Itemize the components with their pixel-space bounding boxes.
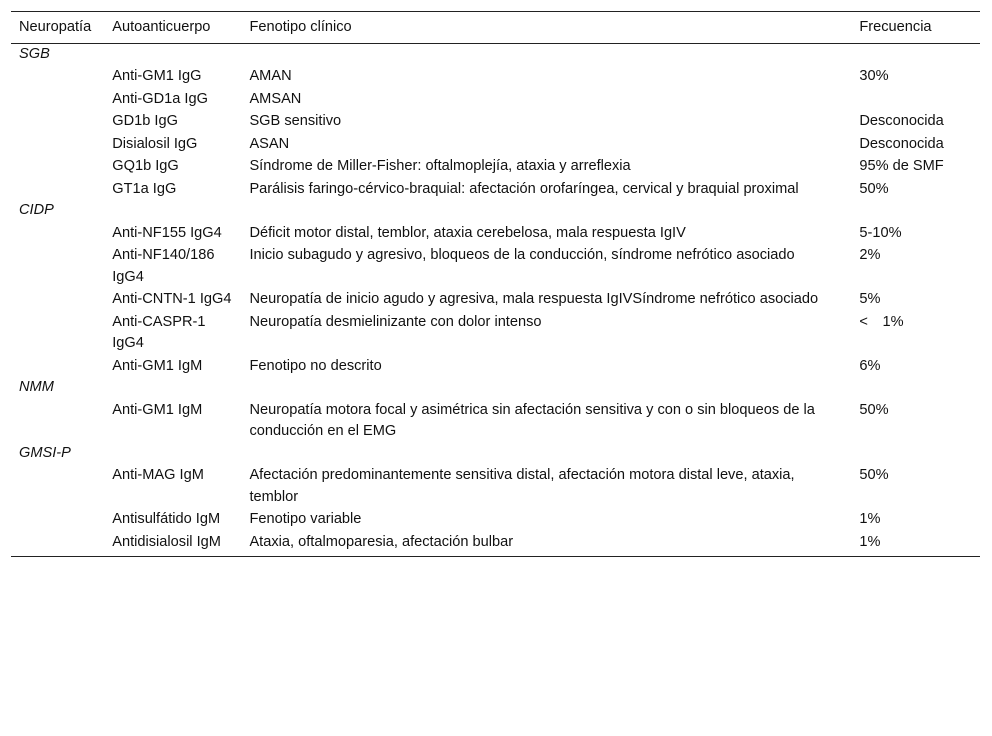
antibody-cell: Anti-GM1 IgM <box>112 357 203 374</box>
neuropathy-cell <box>11 399 104 443</box>
table-row <box>11 222 980 245</box>
phenotype-cell: Afectación predominantemente sensitiva distal, afectación motora distal leve, ataxia, temblor <box>249 467 795 505</box>
antibody-cell: Anti-MAG IgM <box>112 467 204 483</box>
frequency-cell: 50% <box>859 180 889 197</box>
table-row <box>11 464 980 508</box>
group-name: SGB <box>19 45 50 62</box>
group-row <box>11 43 980 65</box>
antibody-cell: Antidisialosil IgM <box>112 533 221 550</box>
frequency-cell: 50% <box>859 401 889 418</box>
table-row <box>11 288 980 311</box>
antibody-table <box>11 11 980 557</box>
neuropathy-cell <box>11 464 104 508</box>
neuropathy-cell <box>11 531 104 557</box>
frequency-cell: 1% <box>859 511 881 527</box>
frequency-cell: 6% <box>859 357 881 374</box>
phenotype-cell: Neuropatía desmielinizante con dolor intenso <box>249 313 542 330</box>
antibody-cell: Antisulfátido IgM <box>112 511 221 527</box>
frequency-cell: 5-10% <box>859 224 902 241</box>
group-row <box>11 377 980 399</box>
phenotype-cell: Fenotipo no descrito <box>249 357 382 374</box>
antibody-cell: Anti-NF140/186 IgG4 <box>112 247 215 285</box>
antibody-cell: Anti-CASPR-1 IgG4 <box>112 313 206 351</box>
frequency-cell: 1% <box>859 533 881 550</box>
table-row <box>11 178 980 201</box>
table-body <box>11 43 980 557</box>
phenotype-cell: Parálisis faringo-cérvico-braquial: afectación orofaríngea, cervical y braquial proximal <box>249 180 799 197</box>
phenotype-cell: Neuropatía motora focal y asimétrica sin afectación sensitiva y con o sin bloqueos de la conducción en el EMG <box>249 401 815 439</box>
neuropathy-cell <box>11 288 104 311</box>
neuropathy-cell <box>11 244 104 288</box>
table-header <box>11 12 980 44</box>
frequency-cell: 50% <box>859 467 889 483</box>
antibody-cell: GD1b IgG <box>112 113 178 129</box>
antibody-cell: Anti-GM1 IgM <box>112 401 203 418</box>
phenotype-cell: AMSAN <box>249 90 302 107</box>
table-row <box>11 355 980 378</box>
antibody-table-container <box>11 11 980 557</box>
antibody-cell: Anti-CNTN-1 IgG4 <box>112 291 232 307</box>
frequency-cell: 30% <box>859 68 889 84</box>
group-row <box>11 443 980 465</box>
table-row <box>11 311 980 355</box>
neuropathy-cell <box>11 311 104 355</box>
frequency-cell: < 1% <box>859 313 904 330</box>
antibody-cell: GQ1b IgG <box>112 158 179 174</box>
table-row <box>11 399 980 443</box>
phenotype-cell: Neuropatía de inicio agudo y agresiva, mala respuesta IgIVSíndrome nefrótico asociado <box>249 291 819 307</box>
neuropathy-cell <box>11 508 104 531</box>
group-row <box>11 200 980 222</box>
phenotype-cell: Ataxia, oftalmoparesia, afectación bulbar <box>249 533 514 550</box>
antibody-cell: Disialosil IgG <box>112 135 198 152</box>
table-row <box>11 88 980 111</box>
neuropathy-cell <box>11 110 104 133</box>
phenotype-cell: AMAN <box>249 68 292 84</box>
frequency-cell: Desconocida <box>859 113 944 129</box>
frequency-cell: 2% <box>859 247 881 263</box>
group-name: GMSI-P <box>19 444 71 461</box>
header-row <box>11 12 980 44</box>
header-phenotype: Fenotipo clínico <box>249 19 352 35</box>
neuropathy-cell <box>11 88 104 111</box>
neuropathy-cell <box>11 355 104 378</box>
table-row <box>11 133 980 156</box>
neuropathy-cell <box>11 222 104 245</box>
header-neuropathy: Neuropatía <box>19 19 92 35</box>
frequency-cell: 5% <box>859 291 881 307</box>
phenotype-cell: Inicio subagudo y agresivo, bloqueos de la conducción, síndrome nefrótico asociado <box>249 247 795 263</box>
table-row <box>11 155 980 178</box>
frequency-cell: Desconocida <box>859 135 944 152</box>
table-row <box>11 531 980 557</box>
neuropathy-cell <box>11 65 104 88</box>
table-row <box>11 508 980 531</box>
antibody-cell: GT1a IgG <box>112 180 177 197</box>
header-frequency: Frecuencia <box>859 19 932 35</box>
phenotype-cell: ASAN <box>249 135 290 152</box>
frequency-cell <box>851 88 980 111</box>
antibody-cell: Anti-GM1 IgG <box>112 68 202 84</box>
antibody-cell: Anti-NF155 IgG4 <box>112 224 222 241</box>
table-row <box>11 65 980 88</box>
antibody-cell: Anti-GD1a IgG <box>112 90 208 107</box>
phenotype-cell: SGB sensitivo <box>249 113 342 129</box>
table-row <box>11 244 980 288</box>
phenotype-cell: Síndrome de Miller-Fisher: oftalmoplejía, ataxia y arreflexia <box>249 158 631 174</box>
phenotype-cell: Fenotipo variable <box>249 511 362 527</box>
neuropathy-cell <box>11 178 104 201</box>
group-name: CIDP <box>19 202 54 218</box>
phenotype-cell: Déficit motor distal, temblor, ataxia cerebelosa, mala respuesta IgIV <box>249 224 686 241</box>
table-row <box>11 110 980 133</box>
neuropathy-cell <box>11 155 104 178</box>
group-name: NMM <box>19 379 54 395</box>
frequency-cell: 95% de SMF <box>859 158 944 174</box>
header-antibody: Autoanticuerpo <box>112 19 211 35</box>
neuropathy-cell <box>11 133 104 156</box>
